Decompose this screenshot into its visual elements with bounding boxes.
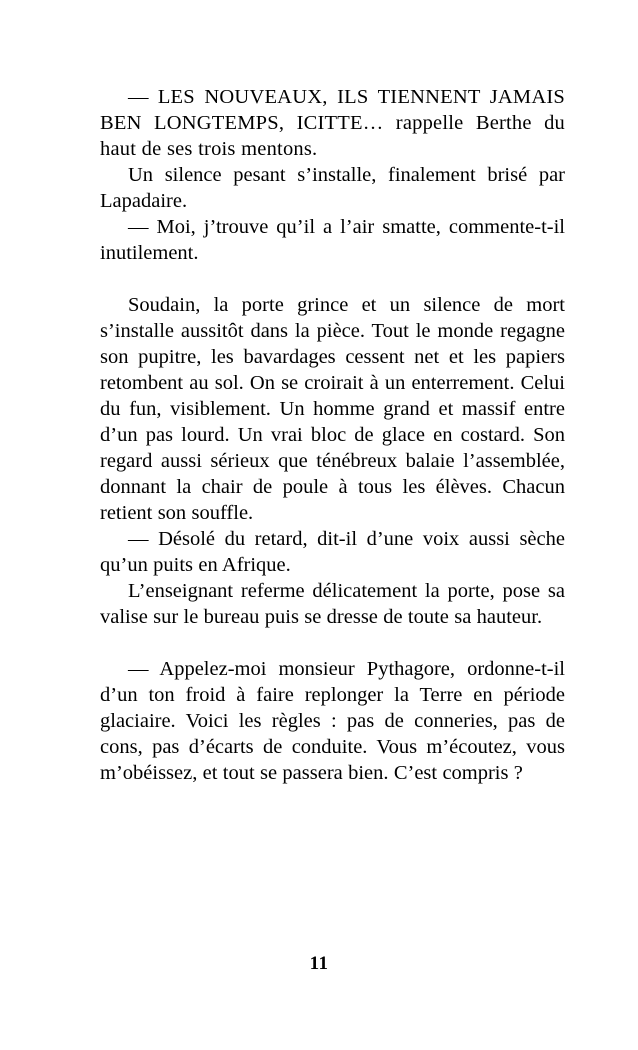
- paragraph-text: Appelez-moi monsieur Pythagore, ordonne-t-il d’un ton froid à faire replonger la Terre en période glaciaire. Voici les règles : pas de conneries, pas de cons, pas d’écarts de conduite. Vous m’écoutez, vous m’obéissez, et tout se passera bien. C’est compris ?: [100, 658, 565, 784]
- paragraph-desole: [100, 526, 565, 578]
- paragraph-text: Un silence pesant s’installe, finalement brisé par Lapadaire.: [100, 164, 565, 212]
- paragraph-text: Soudain, la porte grince et un silence de mort s’installe aussitôt dans la pièce. Tout le monde regagne son pupitre, les bavardages cessent net et les papiers retombent au sol. On se croirait à un enterrement. Celui du fun, visiblement. Un homme grand et massif entre d’un pas lourd. Un vrai bloc de glace en costard. Son regard aussi sérieux que ténébreux balaie l’assemblée, donnant la chair de poule à tous les élèves. Chacun retient son souffle.: [100, 294, 565, 524]
- paragraph-text: LES NOUVEAUX, ILS TIENNENT JAMAIS BEN LONGTEMPS, ICITTE… rappelle Berthe du haut de ses trois mentons.: [100, 86, 565, 160]
- dialogue-dash: —: [128, 86, 149, 108]
- paragraph-text: Désolé du retard, dit-il d’une voix aussi sèche qu’un puits en Afrique.: [100, 528, 565, 576]
- text-block-3: [100, 656, 565, 786]
- paragraph-text: Moi, j’trouve qu’il a l’air smatte, commente-t-il inutilement.: [100, 216, 565, 264]
- dialogue-dash: —: [128, 528, 149, 550]
- text-block-2: [100, 292, 565, 630]
- page-number: 11: [309, 953, 329, 974]
- dialogue-dash: —: [128, 658, 149, 680]
- paragraph-soudain: [100, 292, 565, 526]
- paragraph-berthe: [100, 84, 565, 162]
- paragraph-silence: [100, 162, 565, 214]
- paragraph-pythagore: [100, 656, 565, 786]
- dialogue-dash: —: [128, 216, 149, 238]
- text-block-1: [100, 84, 565, 266]
- paragraph-enseignant: [100, 578, 565, 630]
- paragraph-text: L’enseignant referme délicatement la porte, pose sa valise sur le bureau puis se dresse de toute sa hauteur.: [100, 580, 565, 628]
- paragraph-smatte: [100, 214, 565, 266]
- text-column: [100, 84, 565, 786]
